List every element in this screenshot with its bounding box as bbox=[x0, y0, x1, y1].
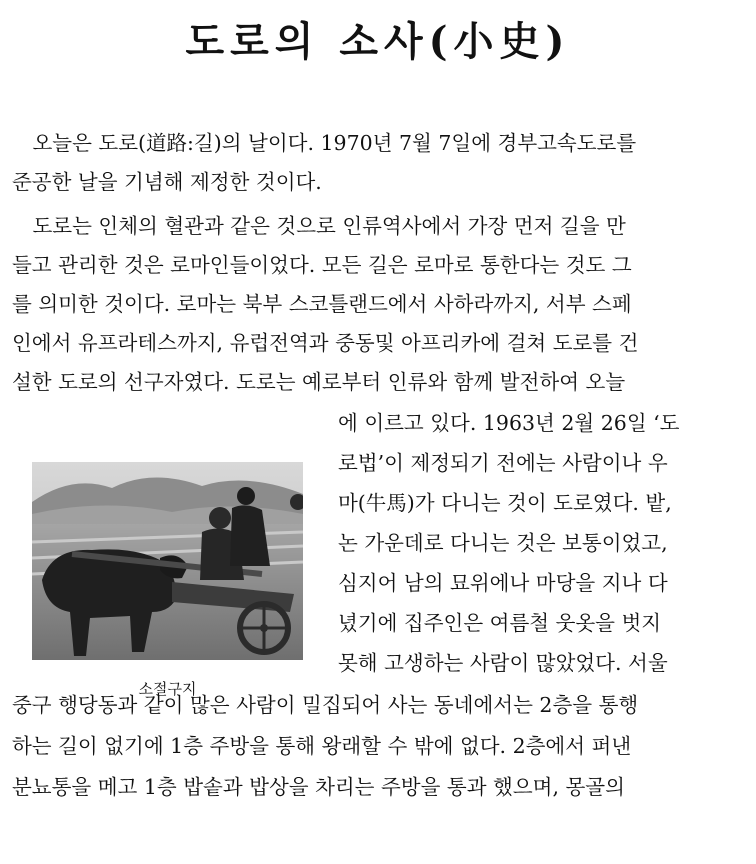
body-line: 하는 길이 없기에 1층 주방을 통해 왕래할 수 밖에 없다. 2층에서 퍼낸 bbox=[12, 734, 632, 758]
body-line: 녔기에 집주인은 여름철 웃옷을 벗지 bbox=[338, 611, 662, 635]
photo-caption: 소절구지 bbox=[138, 680, 197, 698]
body-line: 인에서 유프라테스까지, 유럽전역과 중동및 아프리카에 걸쳐 도로를 건 bbox=[12, 331, 639, 355]
body-line: 못해 고생하는 사람이 많았었다. 서울 bbox=[338, 651, 668, 675]
body-line: 심지어 남의 묘위에나 마당을 지나 다 bbox=[338, 571, 668, 595]
body-line: 를 의미한 것이다. 로마는 북부 스코틀랜드에서 사하라까지, 서부 스페 bbox=[12, 292, 632, 316]
body-line: 분뇨통을 메고 1층 밥솥과 밥상을 차리는 주방을 통과 했으며, 몽골의 bbox=[12, 775, 625, 799]
body-line: 논 가운데로 다니는 것은 보통이었고, bbox=[338, 531, 668, 555]
body-line: 설한 도로의 선구자였다. 도로는 예로부터 인류와 함께 발전하여 오늘 bbox=[12, 370, 626, 394]
ox-cart-photo bbox=[32, 462, 303, 660]
body-line: 에 이르고 있다. 1963년 2월 26일 ‘도 bbox=[338, 411, 680, 435]
ox-cart-illustration bbox=[32, 462, 303, 660]
body-line: 로법’이 제정되기 전에는 사람이나 우 bbox=[338, 451, 668, 475]
body-line: 도로는 인체의 혈관과 같은 것으로 인류역사에서 가장 먼저 길을 만 bbox=[12, 214, 626, 238]
page-title: 도로의 소사(小史) bbox=[185, 18, 571, 65]
body-line: 중구 행당동과 같이 많은 사람이 밀집되어 사는 동네에서는 2층을 통행 bbox=[12, 693, 639, 717]
body-line: 마(牛馬)가 다니는 것이 도로였다. 밭, bbox=[338, 491, 672, 515]
body-line: 준공한 날을 기념해 제정한 것이다. bbox=[12, 170, 322, 194]
body-line: 오늘은 도로(道路:길)의 날이다. 1970년 7월 7일에 경부고속도로를 bbox=[12, 131, 637, 155]
body-line: 들고 관리한 것은 로마인들이었다. 모든 길은 로마로 통한다는 것도 그 bbox=[12, 253, 632, 277]
